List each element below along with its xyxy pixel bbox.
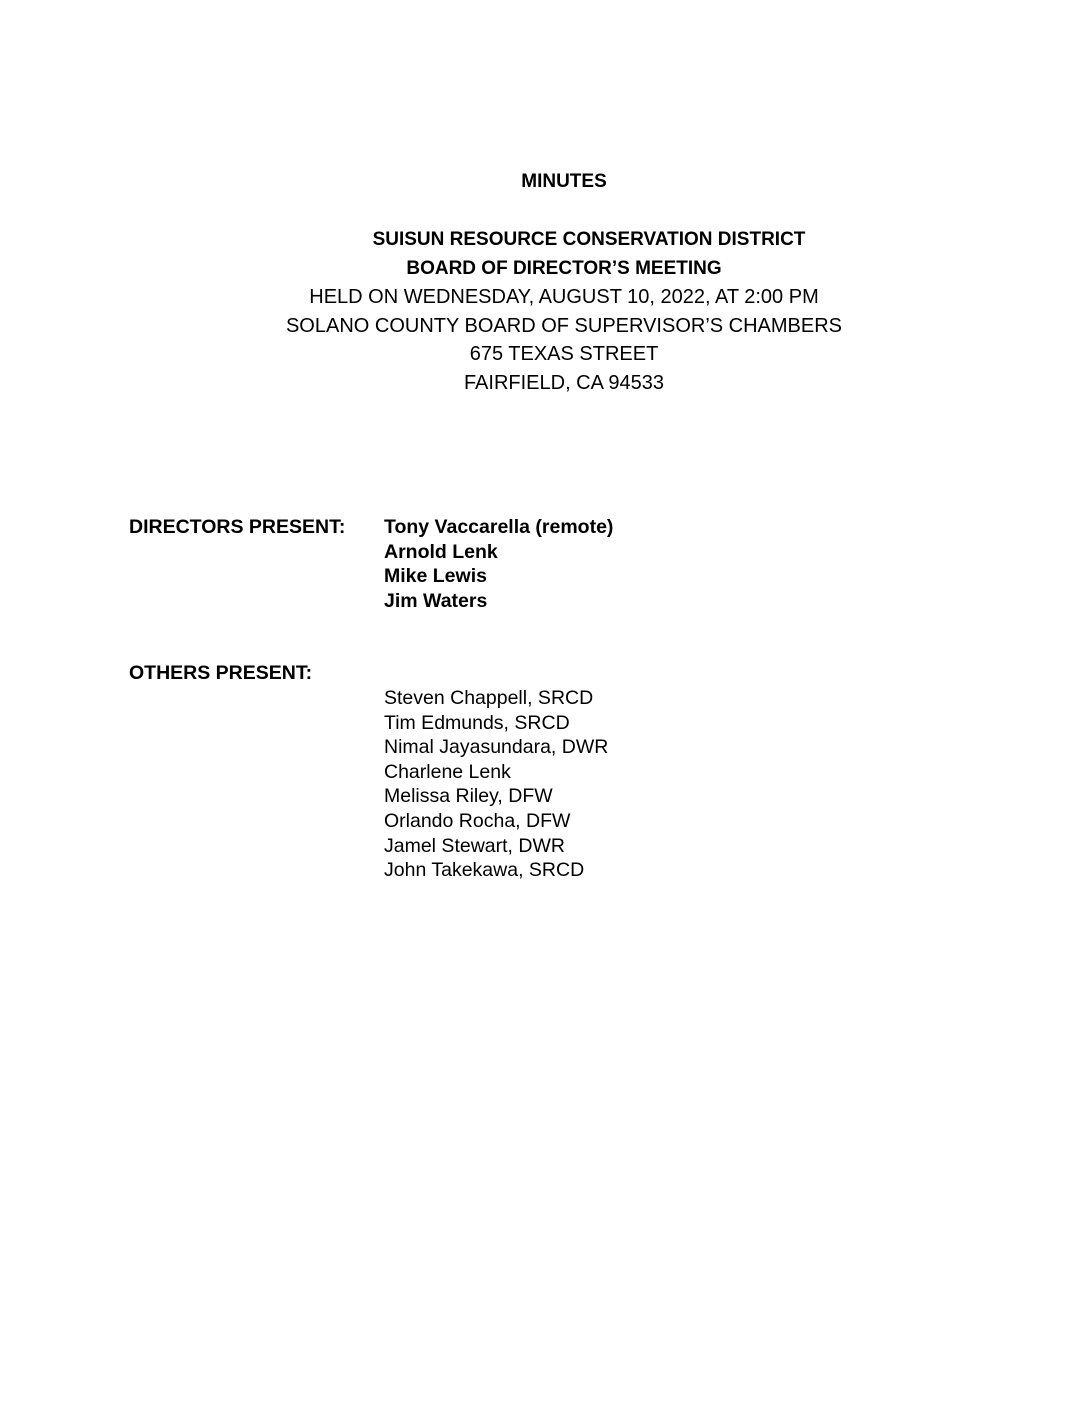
meeting-header — [0, 226, 1088, 397]
director-name: Jim Waters — [384, 589, 488, 612]
location-street: 675 TEXAS STREET — [469, 343, 659, 365]
meeting-date-time: HELD ON WEDNESDAY, AUGUST 10, 2022, AT 2:00 PM — [309, 286, 819, 308]
director-name: Arnold Lenk — [384, 540, 498, 563]
attendee-name: Charlene Lenk — [384, 760, 511, 783]
directors-list — [384, 515, 613, 613]
attendee-name: Melissa Riley, DFW — [384, 785, 553, 808]
others-list — [384, 686, 608, 883]
location-city: FAIRFIELD, CA 94533 — [463, 371, 665, 394]
attendee-name: John Takekawa, SRCD — [384, 859, 585, 882]
attendee-name: Nimal Jayasundara, DWR — [384, 736, 609, 759]
director-name: Mike Lewis — [384, 565, 487, 588]
attendee-name: Steven Chappell, SRCD — [384, 687, 594, 709]
director-name: Tony Vaccarella (remote) — [384, 516, 614, 538]
attendee-name: Jamel Stewart, DWR — [384, 834, 565, 857]
document-title: MINUTES — [521, 171, 607, 192]
attendee-name: Orlando Rocha, DFW — [384, 809, 571, 832]
meeting-name: BOARD OF DIRECTOR’S MEETING — [406, 257, 722, 279]
organization-name: SUISUN RESOURCE CONSERVATION DISTRICT — [372, 229, 806, 250]
meeting-location: SOLANO COUNTY BOARD OF SUPERVISOR’S CHAMBERS — [285, 314, 843, 337]
directors-present-label: DIRECTORS PRESENT: — [129, 516, 346, 538]
attendee-name: Tim Edmunds, SRCD — [384, 711, 570, 734]
others-present-label: OTHERS PRESENT: — [129, 662, 313, 684]
